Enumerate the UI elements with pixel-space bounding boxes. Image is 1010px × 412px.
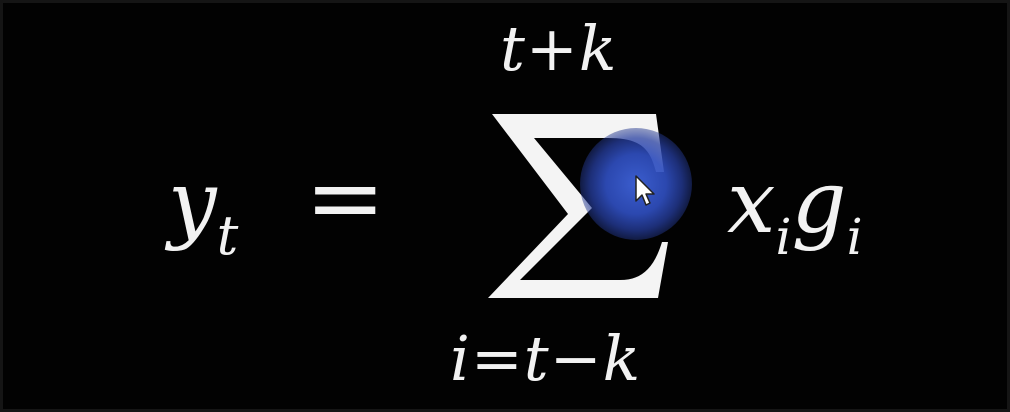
rhs-subscript-1: i bbox=[775, 208, 792, 266]
rhs-subscript-2: i bbox=[846, 208, 863, 266]
sum-upper-limit: t+k bbox=[500, 12, 618, 85]
sum-lower-limit: i=t−k bbox=[450, 322, 642, 395]
rhs-variable-g: g bbox=[791, 153, 847, 253]
equals-sign: = bbox=[305, 142, 386, 254]
lhs-subscript: t bbox=[216, 204, 239, 267]
rhs-variable-x: x bbox=[727, 153, 776, 253]
mouse-pointer-icon bbox=[634, 174, 658, 208]
lhs-variable: y bbox=[168, 153, 217, 253]
lhs-term bbox=[168, 153, 239, 267]
rhs-term bbox=[727, 153, 863, 266]
